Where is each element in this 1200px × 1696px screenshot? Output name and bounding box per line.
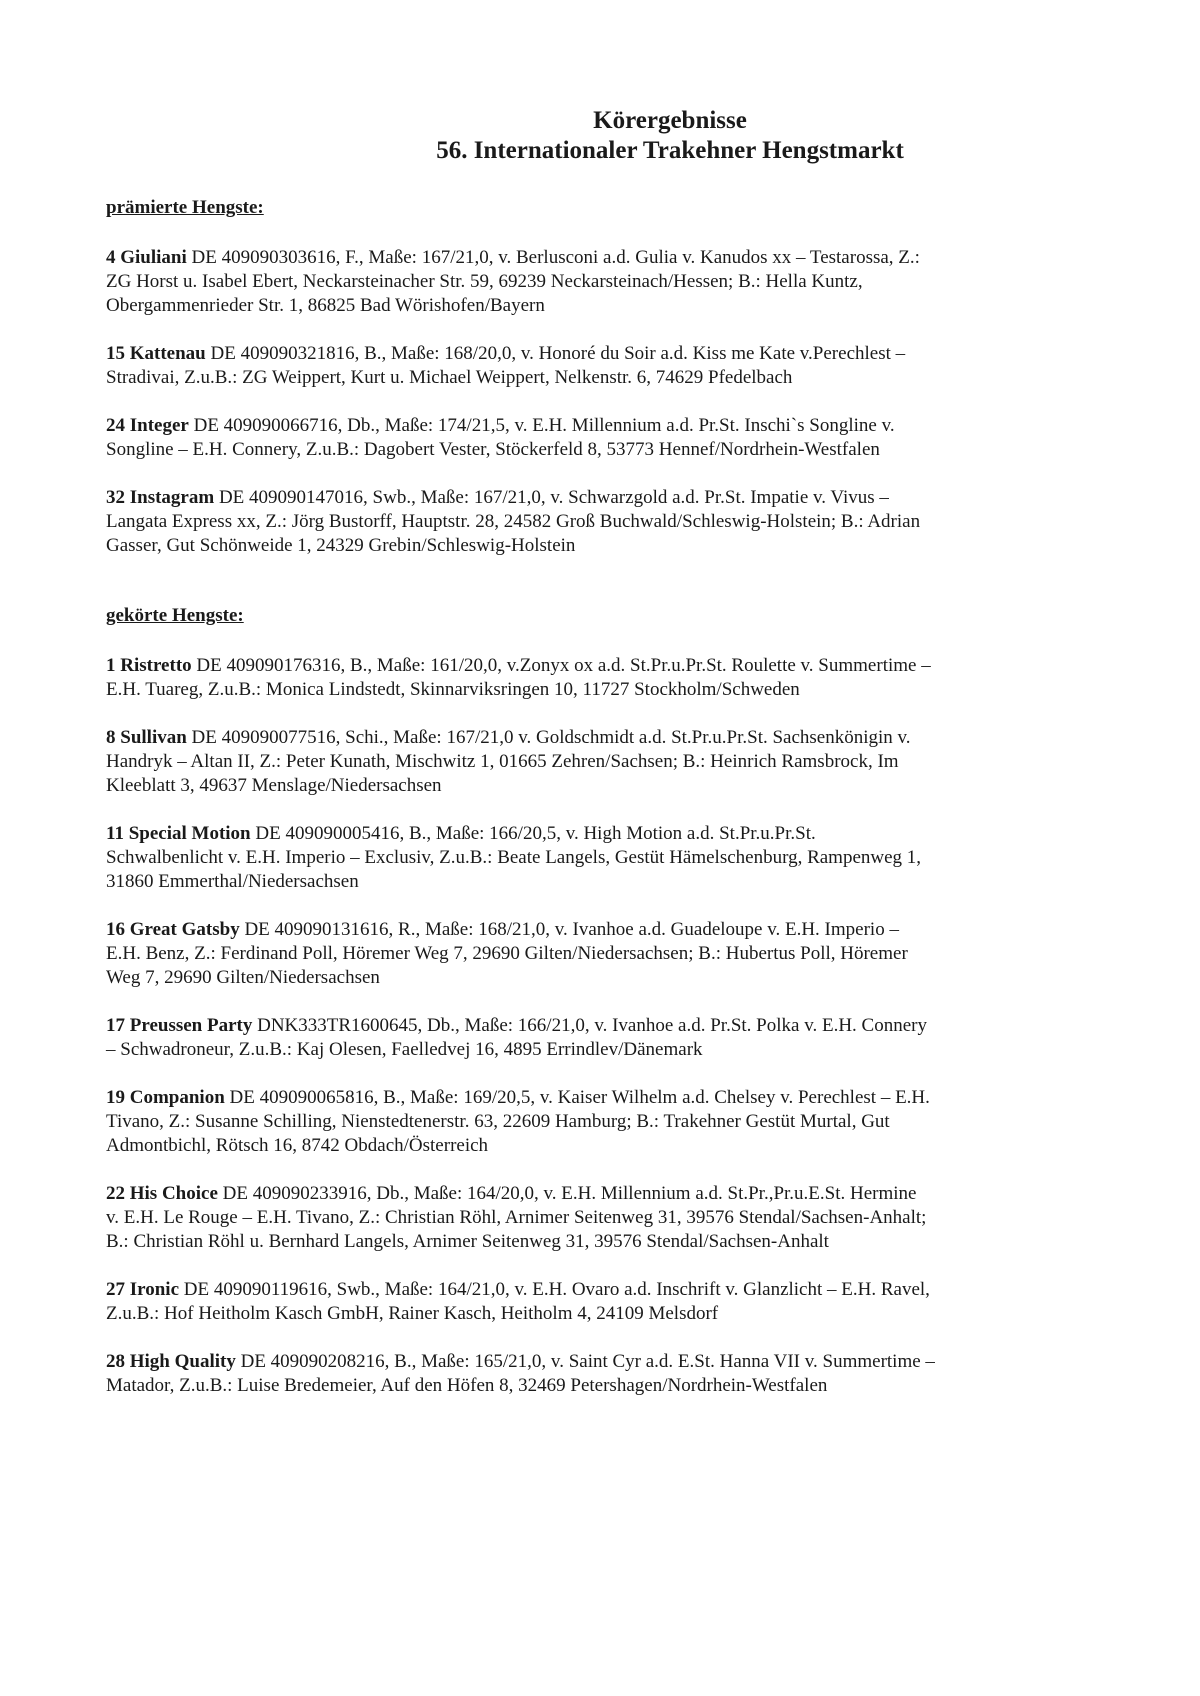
- stallion-entry: [106, 654, 1096, 702]
- stallion-details-continued: 31860 Emmerthal/Niedersachsen: [106, 871, 359, 892]
- stallion-details-continued: Kleeblatt 3, 49637 Menslage/Niedersachsen: [106, 775, 442, 796]
- section-heading: gekörte Hengste:: [106, 605, 244, 626]
- stallion-details: DE 409090233916, Db., Maße: 164/20,0, v. E.H. Millennium a.d. St.Pr.,Pr.u.E.St. Hermine: [217, 1183, 917, 1204]
- stallion-entry: [106, 918, 1096, 990]
- title-block: [244, 106, 1096, 166]
- stallion-details-continued: B.: Christian Röhl u. Bernhard Langels, Arnimer Seitenweg 31, 39576 Stendal/Sachsen-Anhalt: [106, 1231, 829, 1252]
- stallion-entry: [106, 726, 1096, 798]
- stallion-entry: [106, 414, 1096, 462]
- stallion-name: 11 Special Motion: [106, 823, 251, 844]
- stallion-name: 1 Ristretto: [106, 655, 192, 676]
- stallion-name: 27 Ironic: [106, 1279, 180, 1300]
- stallion-details-continued: E.H. Tuareg, Z.u.B.: Monica Lindstedt, Skinnarviksringen 10, 11727 Stockholm/Schweden: [106, 679, 800, 700]
- stallion-name: 17 Preussen Party: [106, 1015, 253, 1036]
- stallion-name: 22 His Choice: [106, 1183, 218, 1204]
- stallion-name: 24 Integer: [106, 415, 189, 436]
- stallion-name: 8 Sullivan: [106, 727, 187, 748]
- stallion-name: 32 Instagram: [106, 487, 215, 508]
- stallion-details-continued: Stradivai, Z.u.B.: ZG Weippert, Kurt u. Michael Weippert, Nelkenstr. 6, 74629 Pfedelbach: [106, 367, 793, 388]
- stallion-details: DE 409090303616, F., Maße: 167/21,0, v. Berlusconi a.d. Gulia v. Kanudos xx – Testarossa, Z.:: [186, 247, 920, 268]
- stallion-name: 15 Kattenau: [106, 343, 206, 364]
- stallion-details-continued: Langata Express xx, Z.: Jörg Bustorff, Hauptstr. 28, 24582 Groß Buchwald/Schleswig-Holstein; B.: Adrian: [106, 511, 921, 532]
- stallion-details: DE 409090321816, B., Maße: 168/20,0, v. Honoré du Soir a.d. Kiss me Kate v.Perechlest –: [205, 343, 906, 364]
- stallion-details-continued: ZG Horst u. Isabel Ebert, Neckarsteinacher Str. 59, 69239 Neckarsteinach/Hessen; B.: Hella Kuntz,: [106, 271, 863, 292]
- stallion-entry: [106, 246, 1096, 318]
- stallion-name: 16 Great Gatsby: [106, 919, 240, 940]
- stallion-entry: [106, 1086, 1096, 1158]
- stallion-details-continued: Admontbichl, Rötsch 16, 8742 Obdach/Österreich: [106, 1135, 489, 1156]
- section-heading: prämierte Hengste:: [106, 197, 264, 218]
- stallion-details-continued: Matador, Z.u.B.: Luise Bredemeier, Auf den Höfen 8, 32469 Petershagen/Nordrhein-Westfalen: [106, 1375, 828, 1396]
- stallion-details-continued: Gasser, Gut Schönweide 1, 24329 Grebin/Schleswig-Holstein: [106, 535, 576, 556]
- stallion-entry: [106, 1014, 1096, 1062]
- stallion-details: DE 409090208216, B., Maße: 165/21,0, v. Saint Cyr a.d. E.St. Hanna VII v. Summertime –: [235, 1351, 935, 1372]
- section-gekoerte-hengste: [106, 604, 1096, 1398]
- stallion-details: DE 409090005416, B., Maße: 166/20,5, v. High Motion a.d. St.Pr.u.Pr.St.: [250, 823, 816, 844]
- stallion-details: DE 409090147016, Swb., Maße: 167/21,0, v. Schwarzgold a.d. Pr.St. Impatie v. Vivus –: [214, 487, 889, 508]
- stallion-details-continued: Tivano, Z.: Susanne Schilling, Nienstedtenerstr. 63, 22609 Hamburg; B.: Trakehner Gestüt Murtal, Gut: [106, 1111, 890, 1132]
- stallion-details: DE 409090119616, Swb., Maße: 164/21,0, v. E.H. Ovaro a.d. Inschrift v. Glanzlicht – E.H. Ravel,: [179, 1279, 930, 1300]
- stallion-details: DE 409090065816, B., Maße: 169/20,5, v. Kaiser Wilhelm a.d. Chelsey v. Perechlest – E.H.: [224, 1087, 930, 1108]
- section-praemierte-hengste: [106, 196, 1096, 558]
- stallion-details-continued: Obergammenrieder Str. 1, 86825 Bad Wörishofen/Bayern: [106, 295, 545, 316]
- stallion-entry: [106, 486, 1096, 558]
- document-title: Körergebnisse: [593, 107, 747, 134]
- stallion-entry: [106, 1278, 1096, 1326]
- stallion-details-continued: E.H. Benz, Z.: Ferdinand Poll, Höremer Weg 7, 29690 Gilten/Niedersachsen; B.: Hubertus Poll, Höremer: [106, 943, 908, 964]
- document-subtitle: 56. Internationaler Trakehner Hengstmarkt: [436, 137, 904, 164]
- stallion-details-continued: v. E.H. Le Rouge – E.H. Tivano, Z.: Christian Röhl, Arnimer Seitenweg 31, 39576 Stendal/Sachsen-Anhalt;: [106, 1207, 927, 1228]
- stallion-details: DE 409090077516, Schi., Maße: 167/21,0 v. Goldschmidt a.d. St.Pr.u.Pr.St. Sachsenkönigin v.: [186, 727, 911, 748]
- stallion-details: DE 409090176316, B., Maße: 161/20,0, v.Zonyx ox a.d. St.Pr.u.Pr.St. Roulette v. Summertime –: [191, 655, 931, 676]
- stallion-name: 19 Companion: [106, 1087, 225, 1108]
- stallion-entry: [106, 1182, 1096, 1254]
- stallion-name: 4 Giuliani: [106, 247, 187, 268]
- stallion-details-continued: Schwalbenlicht v. E.H. Imperio – Exclusiv, Z.u.B.: Beate Langels, Gestüt Hämelschenburg, Rampenweg 1,: [106, 847, 922, 868]
- stallion-details-continued: Handryk – Altan II, Z.: Peter Kunath, Mischwitz 1, 01665 Zehren/Sachsen; B.: Heinrich Ramsbrock, Im: [106, 751, 899, 772]
- stallion-details: DNK333TR1600645, Db., Maße: 166/21,0, v. Ivanhoe a.d. Pr.St. Polka v. E.H. Connery: [252, 1015, 927, 1036]
- stallion-details-continued: Songline – E.H. Connery, Z.u.B.: Dagobert Vester, Stöckerfeld 8, 53773 Hennef/Nordrhein-Westfalen: [106, 439, 880, 460]
- stallion-name: 28 High Quality: [106, 1351, 236, 1372]
- stallion-details-continued: – Schwadroneur, Z.u.B.: Kaj Olesen, Faelledvej 16, 4895 Errindlev/Dänemark: [106, 1039, 703, 1060]
- stallion-details-continued: Weg 7, 29690 Gilten/Niedersachsen: [106, 967, 380, 988]
- stallion-details: DE 409090131616, R., Maße: 168/21,0, v. Ivanhoe a.d. Guadeloupe v. E.H. Imperio –: [239, 919, 899, 940]
- stallion-entry: [106, 342, 1096, 390]
- stallion-entry: [106, 1350, 1096, 1398]
- stallion-details-continued: Z.u.B.: Hof Heitholm Kasch GmbH, Rainer Kasch, Heitholm 4, 24109 Melsdorf: [106, 1303, 719, 1324]
- sections-container: [106, 196, 1096, 1398]
- stallion-entry: [106, 822, 1096, 894]
- stallion-details: DE 409090066716, Db., Maße: 174/21,5, v. E.H. Millennium a.d. Pr.St. Inschi`s Songline v.: [188, 415, 895, 436]
- document-page: [106, 106, 1096, 1398]
